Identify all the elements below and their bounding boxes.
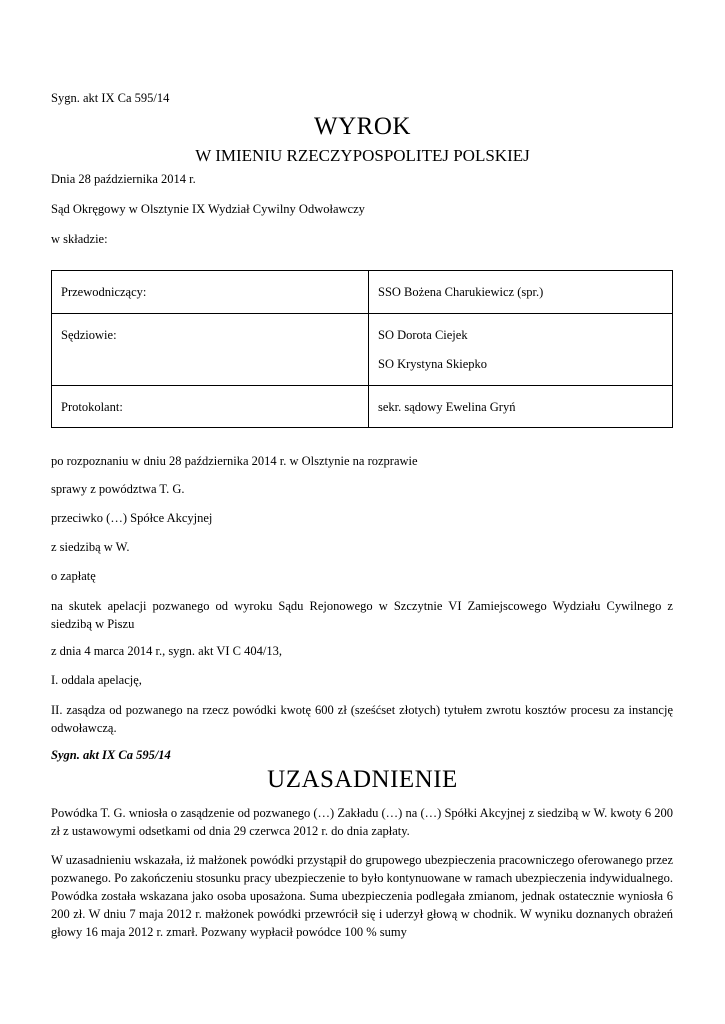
clerk-value: sekr. sądowy Ewelina Gryń [369, 386, 673, 428]
verdict-line-7: z dnia 4 marca 2014 r., sygn. akt VI C 404/13, [51, 644, 282, 658]
chair-label: Przewodniczący: [52, 271, 369, 314]
case-signature: Sygn. akt IX Ca 595/14 [51, 91, 170, 105]
justification-signature: Sygn. akt IX Ca 595/14 [51, 748, 171, 762]
verdict-line-3: przeciwko (…) Spółce Akcyjnej [51, 511, 213, 525]
clerk-label: Protokolant: [52, 386, 369, 428]
verdict-line-4: z siedzibą w W. [51, 540, 130, 554]
table-row [52, 386, 673, 428]
judgment-date: Dnia 28 października 2014 r. [51, 172, 196, 186]
verdict-line-5: o zapłatę [51, 569, 96, 583]
document-subtitle: W IMIENIU RZECZYPOSPOLITEJ POLSKIEJ [195, 146, 530, 165]
court-panel-table [51, 270, 673, 428]
composition-label: w składzie: [51, 232, 108, 246]
judge-2: SO Krystyna Skiepko [378, 356, 488, 371]
justification-paragraph-1: Powódka T. G. wniosła o zasądzenie od pozwanego (…) Zakładu (…) na (…) Spółki Akcyjnej z siedzibą w W. kwoty 6 200 zł z ustawowymi odsetkami od dnia 29 czerwca 2012 r. do dnia zapłaty. [51, 806, 673, 838]
judges-cell [369, 313, 673, 385]
verdict-point-2: II. zasądza od pozwanego na rzecz powódki kwotę 600 zł (sześćset złotych) tytułem zwrotu kosztów procesu za instancję odwoławczą. [51, 703, 673, 735]
verdict-line-6: na skutek apelacji pozwanego od wyroku Sądu Rejonowego w Szczytnie VI Zamiejscowego Wydziału Cywilnego z siedzibą w Piszu [51, 599, 673, 631]
justification-paragraph-2: W uzasadnieniu wskazała, iż małżonek powódki przystąpił do grupowego ubezpieczenia pracowniczego oferowanego przez pozwanego. Po zakończeniu stosunku pracy ubezpieczenie to było kontynuowane w ramach ubezpieczenia indywidualnego. Powódka została wskazana jako osoba uposażona. Suma ubezpieczenia podlegała zmianom, jednak ostatecznie wyniosła 6 200 zł. W dniu 7 maja 2012 r. małżonek powódki przewrócił się i uderzył głową w chodnik. W wyniku doznanych obrażeń głowy 16 maja 2012 r. zmarł. Pozwany wypłacił powódce 100 % sumy [51, 853, 674, 939]
verdict-point-1: I. oddala apelację, [51, 673, 142, 687]
verdict-line-1: po rozpoznaniu w dniu 28 października 2014 r. w Olsztynie na rozprawie [51, 454, 418, 468]
justification-title: UZASADNIENIE [267, 766, 458, 793]
table-row [52, 313, 673, 385]
table-row [52, 271, 673, 314]
judges-label: Sędziowie: [52, 313, 369, 385]
verdict-line-2: sprawy z powództwa T. G. [51, 482, 185, 496]
document-title: WYROK [314, 113, 411, 140]
court-name: Sąd Okręgowy w Olsztynie IX Wydział Cywilny Odwoławczy [51, 202, 365, 216]
judge-1: SO Dorota Ciejek [378, 327, 468, 342]
chair-value: SSO Bożena Charukiewicz (spr.) [369, 271, 673, 314]
